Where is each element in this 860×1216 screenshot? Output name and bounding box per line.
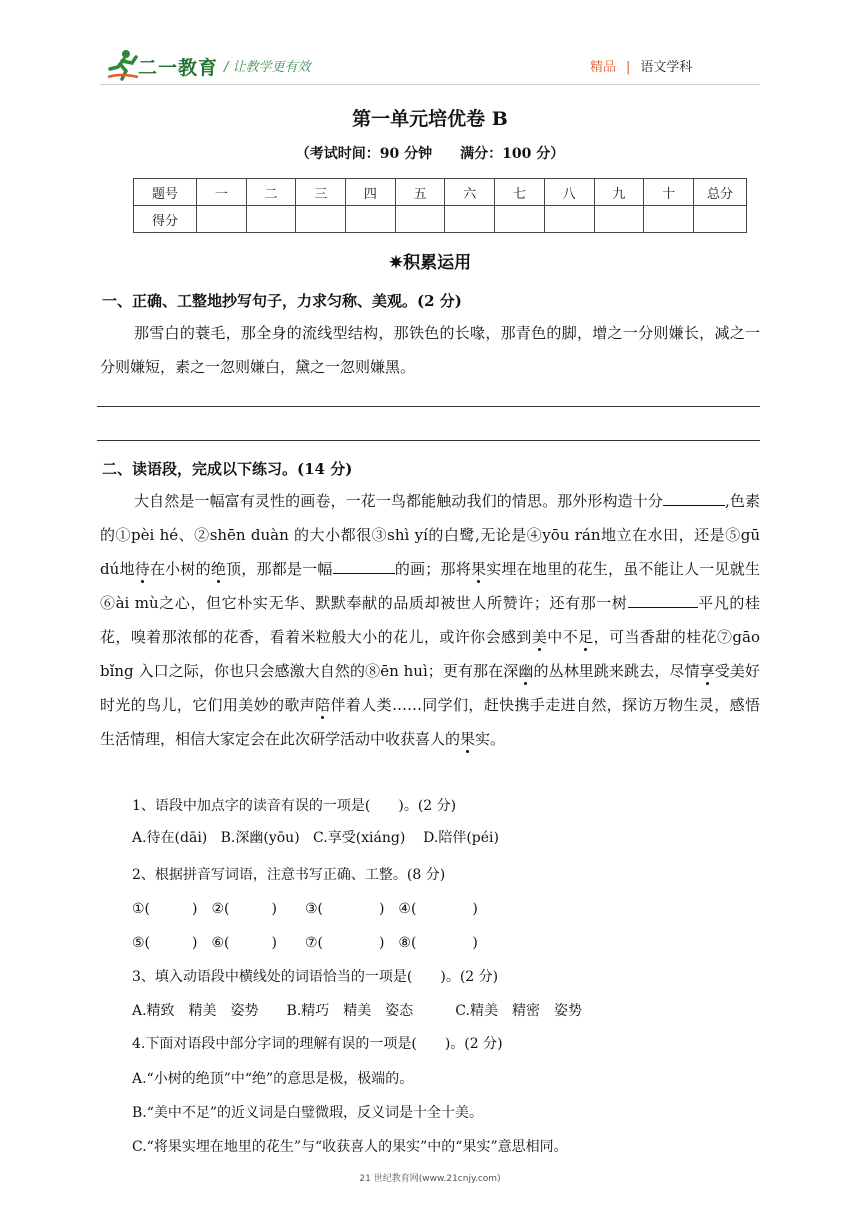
question-2-passage xyxy=(100,484,760,756)
sub-question-2: 2、根据拼音写词语，注意书写正确、工整。(8 分) xyxy=(132,867,446,883)
sub-question-1: 1、语段中加点字的读音有误的一项是( )。(2 分) xyxy=(132,798,457,814)
score-input-cell[interactable] xyxy=(445,206,495,233)
sub-question-4-option-a[interactable]: A.“小树的绝顶”中“绝”的意思是极，极端的。 xyxy=(132,1071,414,1087)
option-c[interactable]: C.享受(xiáng) xyxy=(313,830,406,846)
question-1-text: 那雪白的蓑毛，那全身的流线型结构，那铁色的长喙，那青色的脚，增之一分则嫌长，减之一分则嫌短，素之一忽则嫌白，黛之一忽则嫌黑。 xyxy=(100,324,760,376)
score-input-cell[interactable] xyxy=(594,206,644,233)
score-input-cell[interactable] xyxy=(197,206,247,233)
score-input-cell[interactable] xyxy=(395,206,445,233)
fill-blank[interactable] xyxy=(628,591,698,608)
score-input-cell[interactable] xyxy=(495,206,545,233)
dotted-char: 陪 xyxy=(315,696,331,714)
fill-blank[interactable] xyxy=(333,557,395,574)
score-input-cell[interactable] xyxy=(644,206,694,233)
option-b[interactable]: B.深幽(yōu) xyxy=(220,830,300,846)
dotted-char: 足 xyxy=(578,628,594,646)
table-cell: 九 xyxy=(594,179,644,206)
table-cell: 得分 xyxy=(134,206,197,233)
subject-tag: 语文学科 xyxy=(640,60,693,75)
dotted-char: 果 xyxy=(470,560,487,578)
header-tags xyxy=(590,56,692,75)
sub-question-4: 4.下面对语段中部分字词的理解有误的一项是( )。(2 分) xyxy=(132,1036,503,1052)
slogan: / 让教学更有效 xyxy=(224,60,311,75)
dotted-char: 美 xyxy=(531,628,548,646)
sub-question-3: 3、填入动语段中横线处的词语恰当的一项是( )。(2 分) xyxy=(132,969,499,985)
table-cell: 三 xyxy=(296,179,346,206)
passage-text: 在小树的 xyxy=(149,560,211,578)
score-input-cell[interactable] xyxy=(296,206,346,233)
logo xyxy=(106,47,222,81)
passage-text: 伴着人类……同学们，赶快携手走进自然，探访万物生灵，感悟生活情理，相信大家定会在此次研学活动中收获喜人的 xyxy=(100,696,760,748)
passage-text: 大自然是一幅富有灵性的画卷，一花一鸟都能触动我们的情思。那外形构造十分 xyxy=(134,492,663,510)
option-d[interactable]: D.陪伴(péi) xyxy=(423,830,499,846)
writing-line[interactable] xyxy=(97,440,760,441)
quality-tag: 精品 xyxy=(590,60,617,75)
dotted-char: 果 xyxy=(460,730,476,748)
sub-question-1-options xyxy=(132,827,499,847)
dotted-char: 享 xyxy=(699,662,715,680)
page-header xyxy=(0,0,860,90)
table-cell: 一 xyxy=(197,179,247,206)
score-table-header-row xyxy=(134,179,747,206)
score-input-cell[interactable] xyxy=(544,206,594,233)
table-cell: 总分 xyxy=(694,179,747,206)
table-cell: 八 xyxy=(544,179,594,206)
sub-question-4-option-c[interactable]: C.“将果实埋在地里的花生”与“收获喜人的果实”中的“果实”意思相同。 xyxy=(132,1139,568,1155)
sub-question-4-option-b[interactable]: B.“美中不足”的近义词是白璧微瑕，反义词是十全十美。 xyxy=(132,1105,484,1121)
passage-text: 受美好时光的鸟儿，它们用美妙的歌声 xyxy=(100,662,760,714)
sub-question-3-options[interactable]: A.精致 精美 姿势 B.精巧 精美 姿态 C.精美 精密 姿势 xyxy=(132,1003,582,1019)
passage-text: 实埋在地里的花生，虽不能让人一见就生⑥ài mù之心，但它朴实无华、默默奉献的品质却被世人所赞许；还有那一树 xyxy=(100,560,760,612)
question-2-title: 二、读语段，完成以下练习。(14 分) xyxy=(102,460,353,478)
dotted-char: 绝 xyxy=(210,560,227,578)
score-input-cell[interactable] xyxy=(346,206,396,233)
passage-text: 中不 xyxy=(547,628,579,646)
option-a[interactable]: A.待在(dāi) xyxy=(132,830,208,846)
passage-text: 顶，那都是一幅 xyxy=(226,560,333,578)
table-cell: 题号 xyxy=(134,179,197,206)
runner-logo-icon xyxy=(106,47,140,81)
passage-text: ,色素的①pèi hé、②shēn duàn 的大小都很③shì yí的白鹭,无论是④yōu rán地立在水田，还是⑤gū dú地 xyxy=(100,492,760,578)
table-cell: 五 xyxy=(395,179,445,206)
passage-text: ，可当香甜的桂花⑦gāo bǐng 入口之际，你也只会感激大自然的⑧ēn huì；更有那在深 xyxy=(100,628,760,680)
writing-line[interactable] xyxy=(97,406,760,407)
fill-blank[interactable] xyxy=(663,489,725,506)
score-input-cell[interactable] xyxy=(694,206,747,233)
passage-text: 平凡的桂花，嗅着那浓郁的花香，看着米粒般大小的花儿，或许你会感到 xyxy=(100,594,760,646)
table-cell: 六 xyxy=(445,179,495,206)
sub-question-2-row1[interactable]: ①( ) ②( ) ③( ) ④( ) xyxy=(132,901,478,917)
table-cell: 二 xyxy=(246,179,296,206)
table-cell: 七 xyxy=(495,179,545,206)
score-table-score-row xyxy=(134,206,747,233)
tag-separator: | xyxy=(626,60,631,75)
exam-info: （考试时间：90 分钟 满分：100 分） xyxy=(295,146,565,162)
passage-text: 的画；那将 xyxy=(394,560,471,578)
page-title: 第一单元培优卷 B xyxy=(352,108,508,130)
dotted-char: 幽 xyxy=(518,662,534,680)
sub-question-2-row2[interactable]: ⑤( ) ⑥( ) ⑦( ) ⑧( ) xyxy=(132,935,478,951)
table-cell: 四 xyxy=(346,179,396,206)
dotted-char: 待 xyxy=(134,560,150,578)
score-input-cell[interactable] xyxy=(246,206,296,233)
header-divider xyxy=(100,84,760,85)
table-cell: 十 xyxy=(644,179,694,206)
passage-text: 实。 xyxy=(475,730,506,748)
section-heading: ✷积累运用 xyxy=(388,253,472,273)
score-table xyxy=(133,178,747,233)
passage-text: 的丛林里跳来跳去，尽情 xyxy=(533,662,700,680)
brand-name: 二一教育 xyxy=(138,57,219,79)
question-1-title: 一、正确、工整地抄写句子，力求匀称、美观。(2 分) xyxy=(102,292,462,310)
page-footer: 21 世纪教育网(www.21cnjy.com) xyxy=(359,1174,501,1184)
